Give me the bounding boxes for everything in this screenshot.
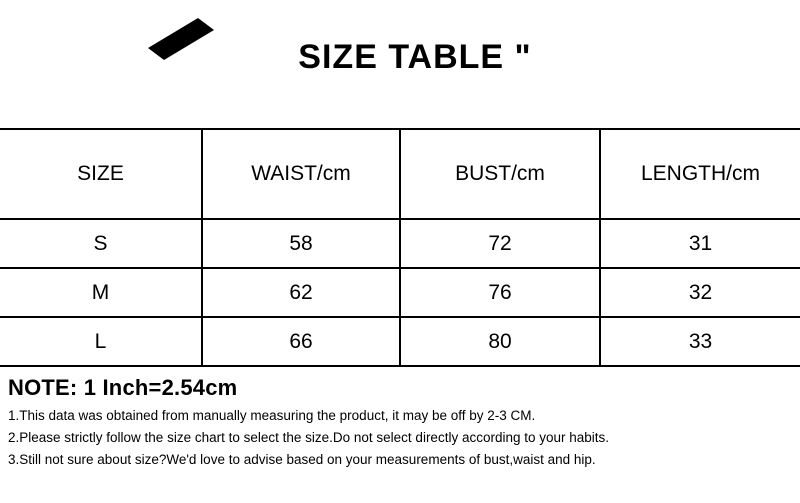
cell-length: 33 [600,317,800,366]
cell-size: L [0,317,202,366]
table-row [0,317,800,366]
column-header-waist: WAIST/cm [202,130,400,219]
cell-waist: 62 [202,268,400,317]
cell-waist: 66 [202,317,400,366]
column-header-length: LENGTH/cm [600,130,800,219]
cell-bust: 80 [400,317,600,366]
cell-length: 32 [600,268,800,317]
cell-size: S [0,219,202,268]
note-line-2: 2.Please strictly follow the size chart to select the size.Do not select directly according to your habits. [8,429,610,445]
table-header-row [0,130,800,219]
note-line-1: 1.This data was obtained from manually measuring the product, it may be off by 2-3 CM. [8,408,536,423]
cell-waist: 58 [202,219,400,268]
size-table [0,130,800,367]
table-row [0,268,800,317]
notes-section [0,367,800,471]
cell-length: 31 [600,219,800,268]
cell-size: M [0,268,202,317]
column-header-bust: BUST/cm [400,130,600,219]
page-title: SIZE TABLE " [298,38,532,76]
note-title: NOTE: 1 Inch=2.54cm [8,375,238,400]
chart-header [0,0,800,130]
cell-bust: 76 [400,268,600,317]
cell-bust: 72 [400,219,600,268]
table-row [0,219,800,268]
column-header-size: SIZE [0,130,202,219]
note-line-3: 3.Still not sure about size?We'd love to advise based on your measurements of bust,waist and hip. [8,451,596,467]
